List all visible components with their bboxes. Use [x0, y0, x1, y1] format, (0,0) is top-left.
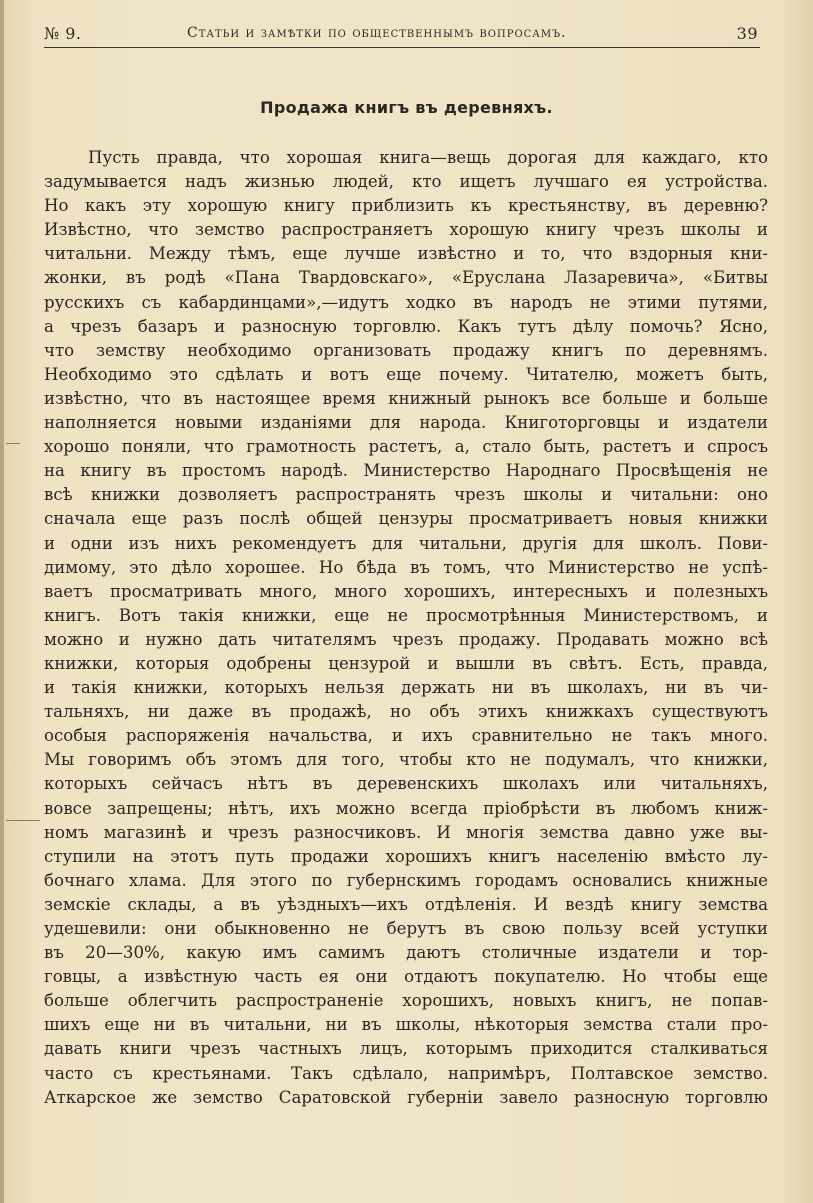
text-line: и одни изъ нихъ рекомендуетъ для читальни, другія для школъ. Пови-	[44, 533, 768, 553]
text-line: книгъ. Вотъ такія книжки, еще не просмотрѣнныя Министерствомъ, и	[44, 605, 768, 625]
text-line: всѣ книжки дозволяетъ распространять чрезъ школы и читальни: оно	[44, 485, 768, 505]
text-line: книжки, которыя одобрены цензурой и вышли въ свѣтъ. Есть, правда,	[44, 653, 768, 673]
text-line: Мы говоримъ объ этомъ для того, чтобы кто не подумалъ, что книжки,	[44, 750, 768, 770]
text-line: ваетъ просматривать много, много хорошихъ, интересныхъ и полезныхъ	[44, 581, 768, 601]
text-line: говцы, а извѣстную часть ея они отдаютъ покупателю. Но чтобы еще	[44, 967, 768, 987]
text-line: бочнаго хлама. Для этого по губернскимъ городамъ основались книжные	[44, 870, 768, 890]
article-body	[44, 146, 768, 1110]
article-title: Продажа книгъ въ деревняхъ.	[260, 98, 553, 117]
text-line: тальняхъ, ни даже въ продажѣ, но объ этихъ книжкахъ существуютъ	[44, 702, 768, 722]
text-line: что земству необходимо организовать продажу книгъ по деревнямъ.	[44, 340, 768, 360]
text-line: на книгу въ простомъ народѣ. Министерство Народнаго Просвѣщенія не	[44, 461, 768, 481]
text-line: въ 20—30%, какую имъ самимъ даютъ столичные издатели и тор-	[44, 943, 768, 963]
text-line: можно и нужно дать читателямъ чрезъ продажу. Продавать можно всѣ	[44, 629, 768, 649]
text-line: удешевили: они обыкновенно не берутъ въ свою пользу всей уступки	[44, 919, 768, 938]
text-line: номъ магазинѣ и чрезъ разносчиковъ. И многія земства давно уже вы-	[44, 822, 768, 842]
text-line: хорошо поняли, что грамотность растетъ, а, стало быть, растетъ и спросъ	[44, 437, 768, 457]
text-line: Извѣстно, что земство распространяетъ хорошую книгу чрезъ школы и	[44, 220, 768, 240]
text-line: давать книги чрезъ частныхъ лицъ, которымъ приходится сталкиваться	[44, 1039, 768, 1059]
text-line: Аткарское же земство Саратовской губерніи завело разносную торговлю	[44, 1087, 768, 1107]
text-line: задумывается надъ жизнью людей, кто ищетъ лучшаго ея устройства.	[44, 172, 768, 192]
text-line: часто съ крестьянами. Такъ сдѣлало, напримѣръ, Полтавское земство.	[44, 1063, 768, 1083]
section-title: Статьи и замѣтки по общественнымъ вопросамъ.	[187, 25, 567, 41]
page-edge	[0, 0, 4, 1203]
text-line: особыя распоряженія начальства, и ихъ сравнительно не такъ много.	[44, 726, 768, 746]
text-line: жонки, въ родѣ «Пана Твардовскаго», «Еруслана Лазаревича», «Битвы	[44, 268, 768, 288]
text-line: и такія книжки, которыхъ нельзя держать ни въ школахъ, ни въ чи-	[44, 678, 768, 698]
text-line: сначала еще разъ послѣ общей цензуры просматриваетъ новыя книжки	[44, 509, 768, 529]
margin-mark	[6, 820, 40, 821]
text-line: которыхъ сейчасъ нѣтъ въ деревенскихъ школахъ или читальняхъ,	[44, 774, 768, 794]
text-line: Необходимо это сдѣлать и вотъ еще почему. Читателю, можетъ быть,	[44, 364, 768, 384]
text-line: русскихъ съ кабардинцами»,—идутъ ходко въ народъ не этими путями,	[44, 292, 768, 312]
issue-number: № 9.	[44, 24, 82, 43]
text-line: извѣстно, что въ настоящее время книжный рынокъ все больше и больше	[44, 388, 768, 408]
text-line: Пусть правда, что хорошая книга—вещь дорогая для каждаго, кто	[88, 148, 768, 167]
text-line: димому, это дѣло хорошее. Но бѣда въ томъ, что Министерство не успѣ-	[44, 557, 768, 577]
text-line: а чрезъ базаръ и разносную торговлю. Какъ тутъ дѣлу помочь? Ясно,	[44, 316, 768, 336]
text-line: читальни. Между тѣмъ, еще лучше извѣстно и то, что вздорныя кни-	[44, 244, 768, 264]
running-header	[44, 24, 758, 46]
text-line: наполняется новыми изданіями для народа. Книготорговцы и издатели	[44, 413, 768, 433]
text-line: земскіе склады, а въ уѣздныхъ—ихъ отдѣленія. И вездѣ книгу земства	[44, 894, 768, 914]
text-line: больше облегчить распространеніе хорошихъ, новыхъ книгъ, не попав-	[44, 991, 768, 1011]
text-line: шихъ еще ни въ читальни, ни въ школы, нѣкоторыя земства стали про-	[44, 1015, 768, 1035]
margin-mark	[6, 443, 20, 444]
page-number: 39	[736, 24, 758, 43]
text-line: ступили на этотъ путь продажи хорошихъ книгъ населенію вмѣсто лу-	[44, 846, 768, 866]
text-line: Но какъ эту хорошую книгу приблизить къ крестьянству, въ деревню?	[44, 196, 768, 216]
text-line: вовсе запрещены; нѣтъ, ихъ можно всегда пріобрѣсти въ любомъ книж-	[44, 798, 768, 818]
header-rule	[44, 47, 760, 48]
